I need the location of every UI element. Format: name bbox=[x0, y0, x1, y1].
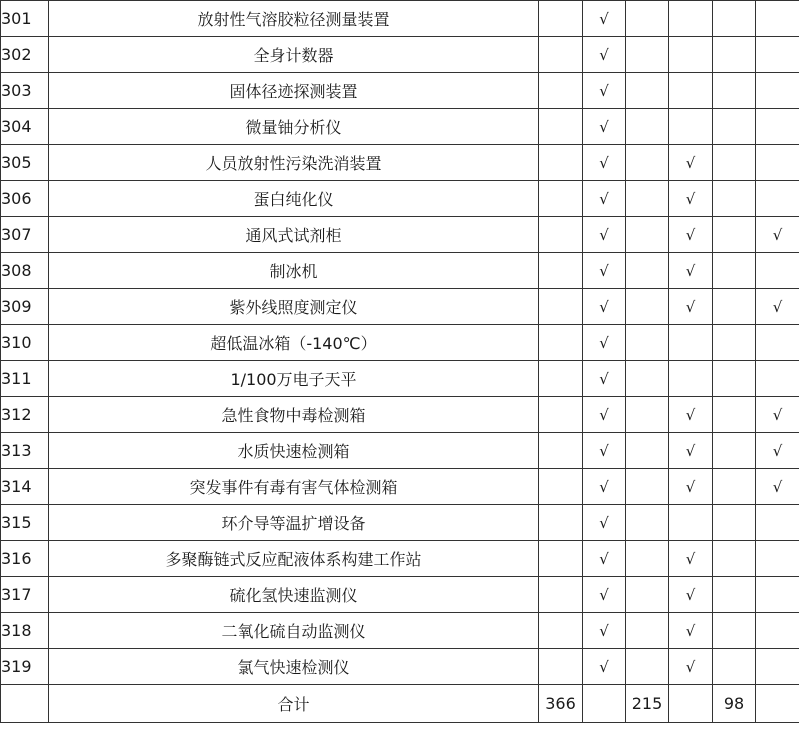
check-cell bbox=[626, 325, 669, 361]
check-cell bbox=[756, 505, 799, 541]
equipment-name: 蛋白纯化仪 bbox=[49, 181, 539, 217]
check-cell bbox=[713, 433, 756, 469]
check-cell bbox=[626, 217, 669, 253]
check-cell bbox=[713, 253, 756, 289]
check-cell bbox=[756, 145, 799, 181]
equipment-name: 水质快速检测箱 bbox=[49, 433, 539, 469]
table-row bbox=[1, 433, 799, 469]
table-row bbox=[1, 181, 799, 217]
check-cell: √ bbox=[583, 325, 626, 361]
row-number: 309 bbox=[1, 289, 49, 325]
equipment-name: 微量铀分析仪 bbox=[49, 109, 539, 145]
check-cell: √ bbox=[756, 433, 799, 469]
row-number: 303 bbox=[1, 73, 49, 109]
check-cell bbox=[713, 217, 756, 253]
check-cell bbox=[713, 289, 756, 325]
check-cell bbox=[713, 181, 756, 217]
check-cell: √ bbox=[669, 541, 713, 577]
check-cell: √ bbox=[669, 289, 713, 325]
check-cell bbox=[669, 37, 713, 73]
check-cell: √ bbox=[583, 469, 626, 505]
check-cell: √ bbox=[756, 469, 799, 505]
check-cell: √ bbox=[583, 397, 626, 433]
check-cell bbox=[669, 505, 713, 541]
check-cell: √ bbox=[669, 433, 713, 469]
row-number: 310 bbox=[1, 325, 49, 361]
equipment-name: 超低温冰箱（-140℃） bbox=[49, 325, 539, 361]
total-count-cell: 215 bbox=[626, 685, 669, 723]
check-cell bbox=[756, 613, 799, 649]
check-cell bbox=[669, 109, 713, 145]
check-cell bbox=[539, 253, 583, 289]
check-cell: √ bbox=[583, 577, 626, 613]
check-cell bbox=[539, 37, 583, 73]
equipment-name: 制冰机 bbox=[49, 253, 539, 289]
row-number: 307 bbox=[1, 217, 49, 253]
table-row bbox=[1, 145, 799, 181]
check-cell bbox=[626, 37, 669, 73]
row-number: 301 bbox=[1, 1, 49, 37]
check-cell bbox=[756, 577, 799, 613]
check-cell bbox=[626, 1, 669, 37]
table-row bbox=[1, 613, 799, 649]
check-cell: √ bbox=[669, 217, 713, 253]
equipment-name: 放射性气溶胶粒径测量装置 bbox=[49, 1, 539, 37]
check-cell bbox=[626, 73, 669, 109]
check-cell bbox=[539, 433, 583, 469]
check-cell bbox=[756, 1, 799, 37]
check-cell bbox=[669, 1, 713, 37]
table-row bbox=[1, 577, 799, 613]
check-cell bbox=[756, 325, 799, 361]
check-cell: √ bbox=[583, 289, 626, 325]
check-cell bbox=[713, 1, 756, 37]
check-cell bbox=[539, 109, 583, 145]
equipment-name: 硫化氢快速监测仪 bbox=[49, 577, 539, 613]
check-cell bbox=[713, 577, 756, 613]
table-body bbox=[1, 1, 799, 723]
check-cell bbox=[626, 433, 669, 469]
check-cell bbox=[539, 1, 583, 37]
check-cell bbox=[626, 469, 669, 505]
table-row bbox=[1, 397, 799, 433]
check-cell bbox=[539, 469, 583, 505]
table-row bbox=[1, 289, 799, 325]
check-cell: √ bbox=[669, 397, 713, 433]
check-cell: √ bbox=[583, 433, 626, 469]
check-cell: √ bbox=[583, 649, 626, 685]
check-cell bbox=[539, 541, 583, 577]
check-cell bbox=[539, 649, 583, 685]
check-cell: √ bbox=[669, 253, 713, 289]
equipment-name: 二氧化硫自动监测仪 bbox=[49, 613, 539, 649]
row-number: 314 bbox=[1, 469, 49, 505]
check-cell bbox=[756, 253, 799, 289]
check-cell: √ bbox=[583, 109, 626, 145]
equipment-name: 急性食物中毒检测箱 bbox=[49, 397, 539, 433]
check-cell bbox=[626, 541, 669, 577]
check-cell: √ bbox=[583, 505, 626, 541]
row-number: 302 bbox=[1, 37, 49, 73]
table-row bbox=[1, 325, 799, 361]
row-number: 315 bbox=[1, 505, 49, 541]
equipment-name: 突发事件有毒有害气体检测箱 bbox=[49, 469, 539, 505]
check-cell bbox=[626, 253, 669, 289]
check-cell: √ bbox=[669, 577, 713, 613]
check-cell bbox=[539, 577, 583, 613]
equipment-name: 固体径迹探测装置 bbox=[49, 73, 539, 109]
check-cell bbox=[539, 613, 583, 649]
check-cell: √ bbox=[583, 217, 626, 253]
table-row bbox=[1, 505, 799, 541]
check-cell bbox=[713, 109, 756, 145]
check-cell bbox=[756, 541, 799, 577]
check-cell bbox=[626, 613, 669, 649]
equipment-name: 紫外线照度测定仪 bbox=[49, 289, 539, 325]
check-cell bbox=[539, 217, 583, 253]
check-cell: √ bbox=[583, 145, 626, 181]
table-row bbox=[1, 253, 799, 289]
check-cell bbox=[756, 649, 799, 685]
row-number: 319 bbox=[1, 649, 49, 685]
equipment-name: 1/100万电子天平 bbox=[49, 361, 539, 397]
check-cell bbox=[713, 325, 756, 361]
table-row bbox=[1, 73, 799, 109]
total-label: 合计 bbox=[49, 685, 539, 723]
check-cell bbox=[626, 577, 669, 613]
row-number: 316 bbox=[1, 541, 49, 577]
equipment-name: 多聚酶链式反应配液体系构建工作站 bbox=[49, 541, 539, 577]
check-cell bbox=[713, 541, 756, 577]
check-cell bbox=[539, 505, 583, 541]
check-cell bbox=[756, 73, 799, 109]
check-cell: √ bbox=[583, 253, 626, 289]
row-number: 318 bbox=[1, 613, 49, 649]
total-count-cell bbox=[669, 685, 713, 723]
check-cell bbox=[539, 361, 583, 397]
equipment-name: 氯气快速检测仪 bbox=[49, 649, 539, 685]
check-cell bbox=[669, 325, 713, 361]
check-cell bbox=[539, 397, 583, 433]
check-cell bbox=[713, 469, 756, 505]
equipment-name: 人员放射性污染洗消装置 bbox=[49, 145, 539, 181]
check-cell bbox=[539, 289, 583, 325]
check-cell bbox=[713, 73, 756, 109]
check-cell bbox=[713, 145, 756, 181]
check-cell bbox=[626, 361, 669, 397]
check-cell bbox=[669, 73, 713, 109]
check-cell bbox=[713, 613, 756, 649]
table-row bbox=[1, 469, 799, 505]
check-cell: √ bbox=[583, 1, 626, 37]
check-cell: √ bbox=[583, 613, 626, 649]
check-cell bbox=[626, 109, 669, 145]
row-number: 304 bbox=[1, 109, 49, 145]
table-row bbox=[1, 217, 799, 253]
check-cell bbox=[626, 181, 669, 217]
check-cell: √ bbox=[583, 541, 626, 577]
check-cell bbox=[669, 361, 713, 397]
row-number: 305 bbox=[1, 145, 49, 181]
equipment-name: 环介导等温扩增设备 bbox=[49, 505, 539, 541]
check-cell: √ bbox=[756, 217, 799, 253]
table-row bbox=[1, 37, 799, 73]
check-cell: √ bbox=[583, 181, 626, 217]
table-row bbox=[1, 361, 799, 397]
check-cell: √ bbox=[583, 361, 626, 397]
row-number: 313 bbox=[1, 433, 49, 469]
check-cell bbox=[626, 289, 669, 325]
check-cell bbox=[539, 73, 583, 109]
check-cell bbox=[756, 37, 799, 73]
check-cell bbox=[713, 37, 756, 73]
check-cell bbox=[626, 145, 669, 181]
check-cell bbox=[756, 361, 799, 397]
total-count-cell bbox=[583, 685, 626, 723]
row-number: 311 bbox=[1, 361, 49, 397]
check-cell bbox=[713, 361, 756, 397]
check-cell bbox=[756, 181, 799, 217]
check-cell: √ bbox=[756, 289, 799, 325]
total-row bbox=[1, 685, 799, 723]
check-cell bbox=[713, 649, 756, 685]
table-row bbox=[1, 109, 799, 145]
check-cell: √ bbox=[583, 73, 626, 109]
row-number: 317 bbox=[1, 577, 49, 613]
table-row bbox=[1, 649, 799, 685]
check-cell bbox=[539, 325, 583, 361]
check-cell: √ bbox=[669, 145, 713, 181]
check-cell: √ bbox=[669, 469, 713, 505]
check-cell: √ bbox=[756, 397, 799, 433]
equipment-name: 全身计数器 bbox=[49, 37, 539, 73]
total-count-cell: 98 bbox=[713, 685, 756, 723]
total-count-cell: 366 bbox=[539, 685, 583, 723]
row-number: 308 bbox=[1, 253, 49, 289]
check-cell bbox=[539, 145, 583, 181]
check-cell bbox=[713, 505, 756, 541]
check-cell bbox=[539, 181, 583, 217]
check-cell: √ bbox=[669, 649, 713, 685]
check-cell: √ bbox=[669, 613, 713, 649]
equipment-name: 通风式试剂柜 bbox=[49, 217, 539, 253]
row-number: 306 bbox=[1, 181, 49, 217]
check-cell bbox=[756, 109, 799, 145]
table-row bbox=[1, 1, 799, 37]
check-cell: √ bbox=[669, 181, 713, 217]
check-cell bbox=[713, 397, 756, 433]
check-cell: √ bbox=[583, 37, 626, 73]
table-row bbox=[1, 541, 799, 577]
total-row-number bbox=[1, 685, 49, 723]
check-cell bbox=[626, 397, 669, 433]
check-cell bbox=[626, 505, 669, 541]
row-number: 312 bbox=[1, 397, 49, 433]
check-cell bbox=[626, 649, 669, 685]
total-count-cell bbox=[756, 685, 799, 723]
